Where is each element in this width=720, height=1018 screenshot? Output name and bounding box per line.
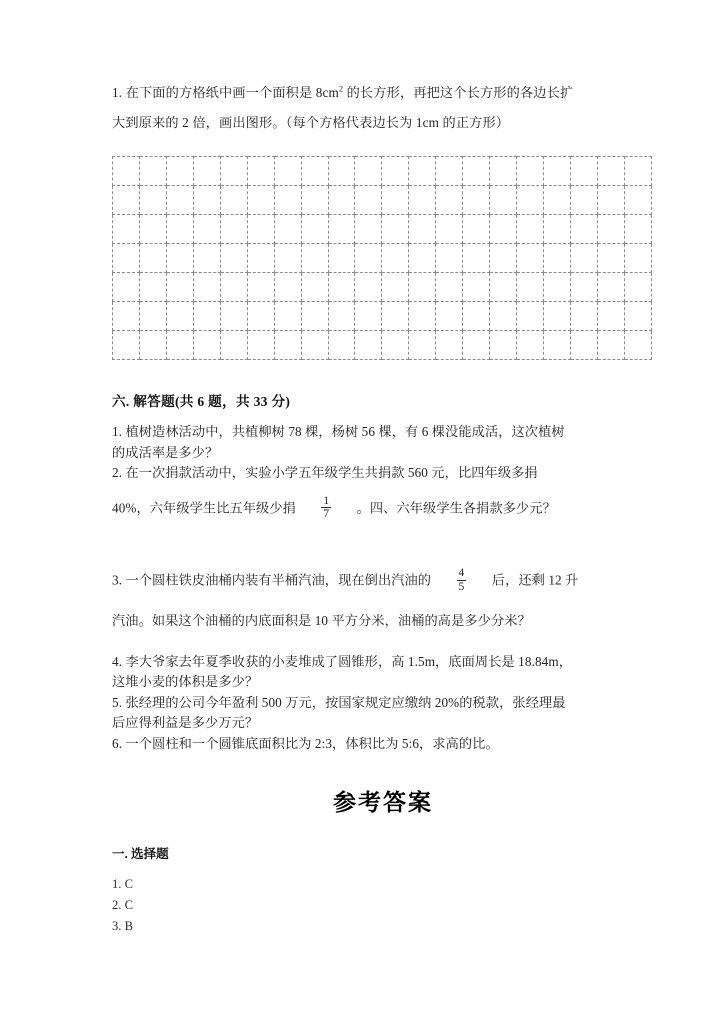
grid-cell [517, 157, 544, 186]
grid-cell [113, 157, 140, 186]
grid-cell [274, 273, 301, 302]
grid-cell [166, 215, 193, 244]
question-3-line-2: 汽油。如果这个油桶的内底面积是 10 平方分米，油桶的高是多少分米？ [112, 613, 531, 628]
grid-cell [597, 331, 624, 360]
grid-cell [570, 331, 597, 360]
grid-cell [166, 302, 193, 331]
grid-cell [139, 157, 166, 186]
grid-cell [490, 215, 517, 244]
grid-cell [570, 244, 597, 273]
grid-cell [247, 186, 274, 215]
grid-cell [597, 186, 624, 215]
grid-cell [409, 273, 436, 302]
spacer [112, 522, 654, 548]
grid-cell [409, 215, 436, 244]
question-2-line-1: 2. 在一次捐款活动中，实验小学五年级学生共捐款 560 元，比四年级多捐 [112, 465, 538, 480]
grid-cell [139, 244, 166, 273]
grid-cell [301, 157, 328, 186]
grid-cell [570, 186, 597, 215]
grid-cell [274, 186, 301, 215]
grid-row [113, 302, 652, 331]
fraction-denominator: 7 [323, 508, 330, 521]
grid-cell [355, 273, 382, 302]
grid-cell [436, 157, 463, 186]
grid-cell [436, 273, 463, 302]
grid-cell [490, 273, 517, 302]
grid-cell [193, 273, 220, 302]
grid-cell [355, 244, 382, 273]
grid-cell [328, 215, 355, 244]
grid-cell [355, 302, 382, 331]
question-3-fraction-line [112, 568, 654, 595]
grid-cell [113, 186, 140, 215]
grid-task-line-1-post: 的长方形，再把这个长方形的各边长扩 [343, 85, 574, 100]
squared-paper-grid [112, 156, 652, 360]
grid-cell [463, 331, 490, 360]
spacer [112, 410, 654, 422]
spacer [112, 632, 654, 652]
grid-cell [544, 215, 571, 244]
grid-cell [328, 157, 355, 186]
question-2-fraction-line [112, 496, 654, 523]
grid-cell [409, 331, 436, 360]
grid-cell [624, 273, 651, 302]
grid-cell [193, 244, 220, 273]
grid-cell [436, 186, 463, 215]
grid-row [113, 244, 652, 273]
grid-cell [570, 215, 597, 244]
grid-cell [328, 186, 355, 215]
grid-cell [409, 302, 436, 331]
spacer [112, 595, 654, 611]
grid-cell [436, 331, 463, 360]
grid-cell [463, 215, 490, 244]
grid-cell [113, 302, 140, 331]
grid-cell [624, 331, 651, 360]
grid-cell [490, 331, 517, 360]
grid-cell [220, 215, 247, 244]
grid-cell [544, 273, 571, 302]
grid-cell [113, 215, 140, 244]
grid-cell [570, 302, 597, 331]
grid-cell [193, 331, 220, 360]
grid-cell [139, 186, 166, 215]
question-2-text-after: 。四、六年级学生各捐款多少元？ [356, 499, 556, 515]
grid-cell [597, 244, 624, 273]
grid-cell [624, 244, 651, 273]
grid-cell [247, 157, 274, 186]
grid-cell [463, 273, 490, 302]
answers-section-heading: 一. 选择题 [112, 847, 169, 861]
grid-cell [301, 273, 328, 302]
question-1-line-2: 的成活率是多少？ [112, 444, 219, 460]
square-unit-superscript: 2 [338, 84, 344, 94]
grid-cell [544, 157, 571, 186]
grid-cell [274, 215, 301, 244]
grid-cell [328, 302, 355, 331]
grid-cell [193, 157, 220, 186]
grid-cell [328, 273, 355, 302]
spacer [112, 484, 654, 496]
question-4-line-2: 这堆小麦的体积是多少？ [112, 674, 259, 689]
grid-cell [382, 244, 409, 273]
grid-cell [517, 302, 544, 331]
grid-cell [517, 215, 544, 244]
grid-cell [220, 331, 247, 360]
grid-row [113, 273, 652, 302]
grid-cell [463, 157, 490, 186]
grid-cell [597, 157, 624, 186]
grid-cell [166, 186, 193, 215]
grid-cell [624, 186, 651, 215]
grid-cell [113, 244, 140, 273]
grid-cell [382, 186, 409, 215]
answers-title: 参考答案 [333, 789, 433, 815]
grid-cell [301, 331, 328, 360]
grid-cell [113, 331, 140, 360]
question-4-line-1: 4. 李大爷家去年夏季收获的小麦堆成了圆锥形，高 1.5m，底面周长是 18.84m， [112, 653, 572, 669]
spacer [112, 862, 654, 874]
grid-cell [463, 244, 490, 273]
grid-cell [220, 273, 247, 302]
fraction-four-fifths [457, 567, 467, 594]
grid-cell [544, 244, 571, 273]
grid-cell [113, 273, 140, 302]
grid-cell [517, 331, 544, 360]
grid-cell [517, 273, 544, 302]
grid-cell [382, 273, 409, 302]
grid-row [113, 331, 652, 360]
grid-cell [166, 244, 193, 273]
answer-item: 2. C [112, 898, 133, 912]
grid-task-line-1 [112, 78, 654, 108]
grid-cell [274, 157, 301, 186]
grid-cell [220, 186, 247, 215]
grid-cell [274, 331, 301, 360]
grid-cell [409, 157, 436, 186]
fraction-numerator: 1 [323, 494, 330, 507]
question-5-line-2: 后应得利益是多少万元？ [112, 715, 259, 730]
grid-cell [382, 157, 409, 186]
grid-cell [355, 186, 382, 215]
question-1-line-1: 1. 植树造林活动中，共植柳树 78 棵，杨树 56 棵，有 6 棵没能成活，这次植树 [112, 424, 565, 439]
fraction-denominator: 5 [458, 581, 465, 594]
grid-row [113, 215, 652, 244]
page-content [112, 78, 654, 937]
fraction-numerator: 4 [458, 567, 465, 580]
grid-cell [301, 215, 328, 244]
grid-row [113, 157, 652, 186]
grid-cell [220, 302, 247, 331]
grid-cell [570, 273, 597, 302]
grid-cell [382, 215, 409, 244]
grid-body [113, 157, 652, 360]
grid-cell [139, 273, 166, 302]
grid-cell [193, 302, 220, 331]
grid-cell [544, 302, 571, 331]
answer-item: 3. B [112, 919, 133, 933]
grid-table [112, 156, 652, 360]
grid-cell [436, 302, 463, 331]
grid-cell [274, 302, 301, 331]
grid-cell [166, 331, 193, 360]
grid-cell [597, 215, 624, 244]
grid-cell [166, 157, 193, 186]
grid-cell [355, 331, 382, 360]
answers-list [112, 874, 654, 937]
grid-cell [301, 186, 328, 215]
grid-cell [328, 331, 355, 360]
grid-cell [247, 215, 274, 244]
grid-cell [597, 302, 624, 331]
answer-item: 1. C [112, 877, 133, 891]
grid-cell [328, 244, 355, 273]
grid-cell [193, 215, 220, 244]
grid-cell [409, 186, 436, 215]
section-heading-six: 六. 解答题(共 6 题，共 33 分) [112, 394, 291, 409]
grid-cell [247, 244, 274, 273]
grid-cell [409, 244, 436, 273]
spacer [112, 548, 654, 568]
grid-cell [570, 157, 597, 186]
grid-cell [139, 302, 166, 331]
grid-cell [274, 244, 301, 273]
question-5-line-1: 5. 张经理的公司今年盈利 500 万元，按国家规定应缴纳 20%的税款，张经理最 [112, 694, 566, 710]
grid-cell [436, 244, 463, 273]
grid-cell [490, 244, 517, 273]
question-3-text-before: 3. 一个圆柱铁皮油桶内装有半桶汽油，现在倒出汽油的 [112, 572, 432, 588]
grid-cell [139, 331, 166, 360]
grid-cell [490, 302, 517, 331]
grid-cell [624, 215, 651, 244]
grid-cell [355, 157, 382, 186]
grid-cell [220, 157, 247, 186]
grid-cell [517, 244, 544, 273]
grid-cell [139, 215, 166, 244]
grid-task-line-2: 大到原来的 2 倍，画出图形。（每个方格代表边长为 1cm 的正方形） [112, 115, 510, 130]
grid-cell [490, 157, 517, 186]
grid-cell [247, 331, 274, 360]
grid-cell [490, 186, 517, 215]
grid-task-line-1-pre: 1. 在下面的方格纸中画一个面积是 8cm [112, 85, 339, 100]
question-3-text-after: 后，还剩 12 升 [491, 572, 579, 588]
grid-cell [220, 244, 247, 273]
grid-cell [247, 273, 274, 302]
grid-cell [193, 186, 220, 215]
grid-cell [355, 215, 382, 244]
question-6-line-1: 6. 一个圆柱和一个圆锥底面积比为 2:3，体积比为 5:6，求高的比。 [112, 735, 499, 751]
grid-cell [624, 157, 651, 186]
grid-cell [517, 186, 544, 215]
grid-cell [247, 302, 274, 331]
grid-cell [463, 302, 490, 331]
grid-row [113, 186, 652, 215]
fraction-one-seventh [321, 495, 331, 522]
grid-cell [544, 331, 571, 360]
grid-cell [301, 244, 328, 273]
grid-cell [544, 186, 571, 215]
grid-cell [166, 273, 193, 302]
grid-cell [597, 273, 624, 302]
grid-cell [436, 215, 463, 244]
grid-cell [382, 302, 409, 331]
grid-cell [624, 302, 651, 331]
grid-cell [301, 302, 328, 331]
grid-cell [463, 186, 490, 215]
question-2-text-before: 40%，六年级学生比五年级少捐 [112, 499, 296, 515]
grid-cell [382, 331, 409, 360]
